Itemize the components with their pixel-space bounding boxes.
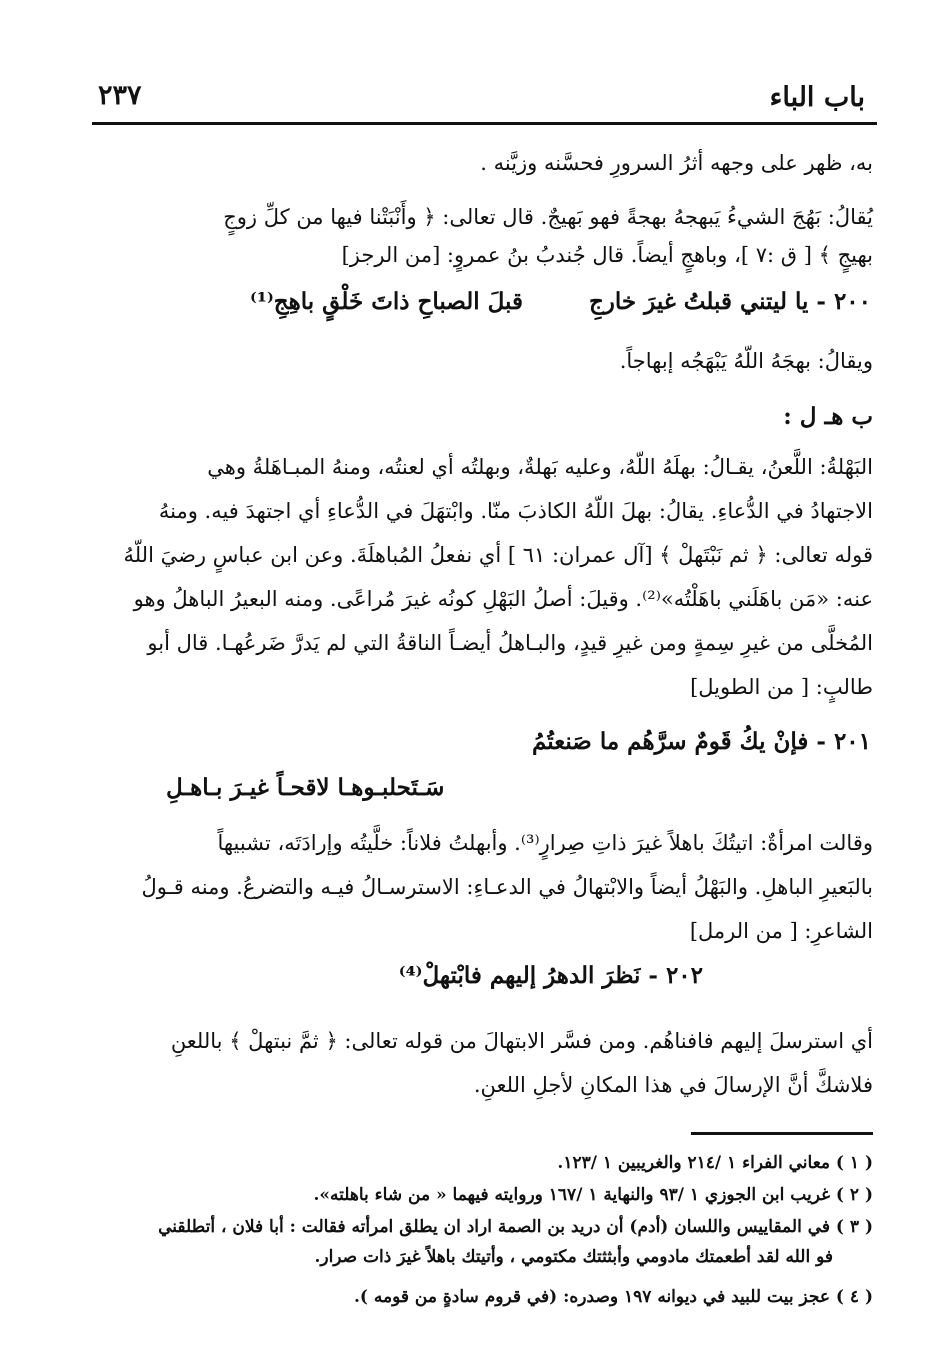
body-line: طالبٍ: [ من الطويل] <box>690 675 873 699</box>
verse-201-hemistich-1: ٢٠١ - فإنْ يكُ قَومٌ سرَّهُم ما صَنعتُمُ <box>532 728 871 755</box>
body-line: ويقالُ: بهجَهُ اللّهُ يَبْهَجُه إبهاجاً. <box>619 349 873 373</box>
body-line: قوله تعالى: ﴿ ثم نَبْتَهلْ ﴾ [آل عمران: ٦١ ] أي نفعلُ المُباهلَةَ. وعن ابن عباسٍ رضيَ اللّهُ <box>123 543 873 567</box>
body-line: وقالت امرأةٌ: اتيتُكَ باهلاً غيرَ ذاتِ صِرارٍ⁽³⁾. وأبهلتُ فلاناً: خلَّيتُه وإرادَتَه، تشبيهاً <box>217 831 873 855</box>
body-line: الشاعرِ: [ من الرمل] <box>689 919 873 943</box>
footnote-continuation: فو الله لقد أطعمتك مادومي وأبثثتك مكتومي ، وأتيتك باهلاً غيرَ ذات صرار. <box>314 1247 833 1267</box>
footnote-rule <box>691 1132 873 1135</box>
body-line: المُخلَّى من غيرِ سِمةٍ ومن غيرِ قيدٍ، والبـاهلُ أيضـاً الناقةُ التي لم يَدرَّ ضَرعُهـا. قال أبو <box>147 631 873 655</box>
body-line: به، ظهر على وجهه أثرُ السرورِ فحسَّنه وزيَّنه . <box>480 151 873 175</box>
body-line: البَهْلةُ: اللَّعنُ، يقـالُ: بهلَهُ اللّهُ، وعليه بَهلةٌ، وبهلتُه أي لعنتُه، ومنهُ المبـاهَلةُ وهي <box>207 455 873 479</box>
body-line: فلاشكَّ أنَّ الإرسالَ في هذا المكانِ لأجلِ اللعنِ. <box>473 1073 873 1097</box>
footnote: ( ٢ ) غريب ابن الجوزي ١ /٩٣ والنهاية ١ /١٦٧ وروايته فيهما « من شاء باهلته». <box>313 1185 873 1205</box>
verse-200-hemistich-2: قبلَ الصباحِ ذاتَ خَلْقٍ باهِجِ⁽¹⁾ <box>250 288 523 315</box>
verse-200-hemistich-1: ٢٠٠ - يا ليتني قبلتُ غيرَ خارجِ <box>588 288 871 315</box>
section-heading: ب هـ ل : <box>783 403 873 430</box>
footnote: ( ٤ ) عجز بيت للبيد في ديوانه ١٩٧ وصدره: (في قروم سادةٍ من قومه ). <box>354 1287 873 1307</box>
header-rule <box>92 122 877 125</box>
page-number: ٢٣٧ <box>98 80 142 111</box>
body-line: بالبَعيرِ الباهلِ. والبَهْلُ أيضاً والابْتهالُ في الدعـاءِ: الاسترسـالُ فيـه والتضرعُ. ومنه قـولُ <box>141 875 873 899</box>
verse-201-hemistich-2: سَـتَحلبـوهـا لاقحـاً غيـرَ بـاهـلِ <box>166 774 445 801</box>
chapter-title: باب الباء <box>769 82 865 113</box>
body-line: بهيجٍ ﴾ [ ق :٧ ]، وباهجٍ أيضاً. قال جُندبُ بنُ عمروٍ: [من الرجز] <box>341 243 873 267</box>
footnote: ( ٣ ) في المقاييس واللسان (أدم) أن دريد بن الصمة اراد ان يطلق امرأته فقالت : أبا فلان ، أتطلقني <box>158 1217 873 1237</box>
body-line: يُقالُ: بَهُجَ الشيءُ يَبهجهُ بهجةً فهو بَهيجٌ. قال تعالى: ﴿ وأَنْبَتْنا فيها من كلِّ زوجٍ <box>223 205 873 229</box>
body-line: الاجتهادُ في الدُّعاءِ. يقالُ: بهلَ اللّهُ الكاذبَ منّا. وابْتهَلَ في الدُّعاءِ أي اجتهدَ فيه. ومنهُ <box>158 499 873 523</box>
body-line: أي استرسلَ إليهم فافناهُم. ومن فسَّر الابتهالَ من قوله تعالى: ﴿ ثمَّ نبتهلْ ﴾ باللعنِ <box>170 1029 873 1053</box>
verse-202: ٢٠٢ - نَظرَ الدهرُ إليهم فابْتهلْ⁽⁴⁾ <box>398 962 703 989</box>
footnote: ( ١ ) معاني الفراء ١ /٢١٤ والغريبين ١ /١٢٣. <box>557 1153 873 1173</box>
body-line: عنه: «مَن باهَلَني باهَلْتُه»⁽²⁾. وقيلَ: أصلُ البَهْلِ كونُه غيرَ مُراعًى. ومنه البعيرُ الباهلُ وهو <box>133 587 873 611</box>
